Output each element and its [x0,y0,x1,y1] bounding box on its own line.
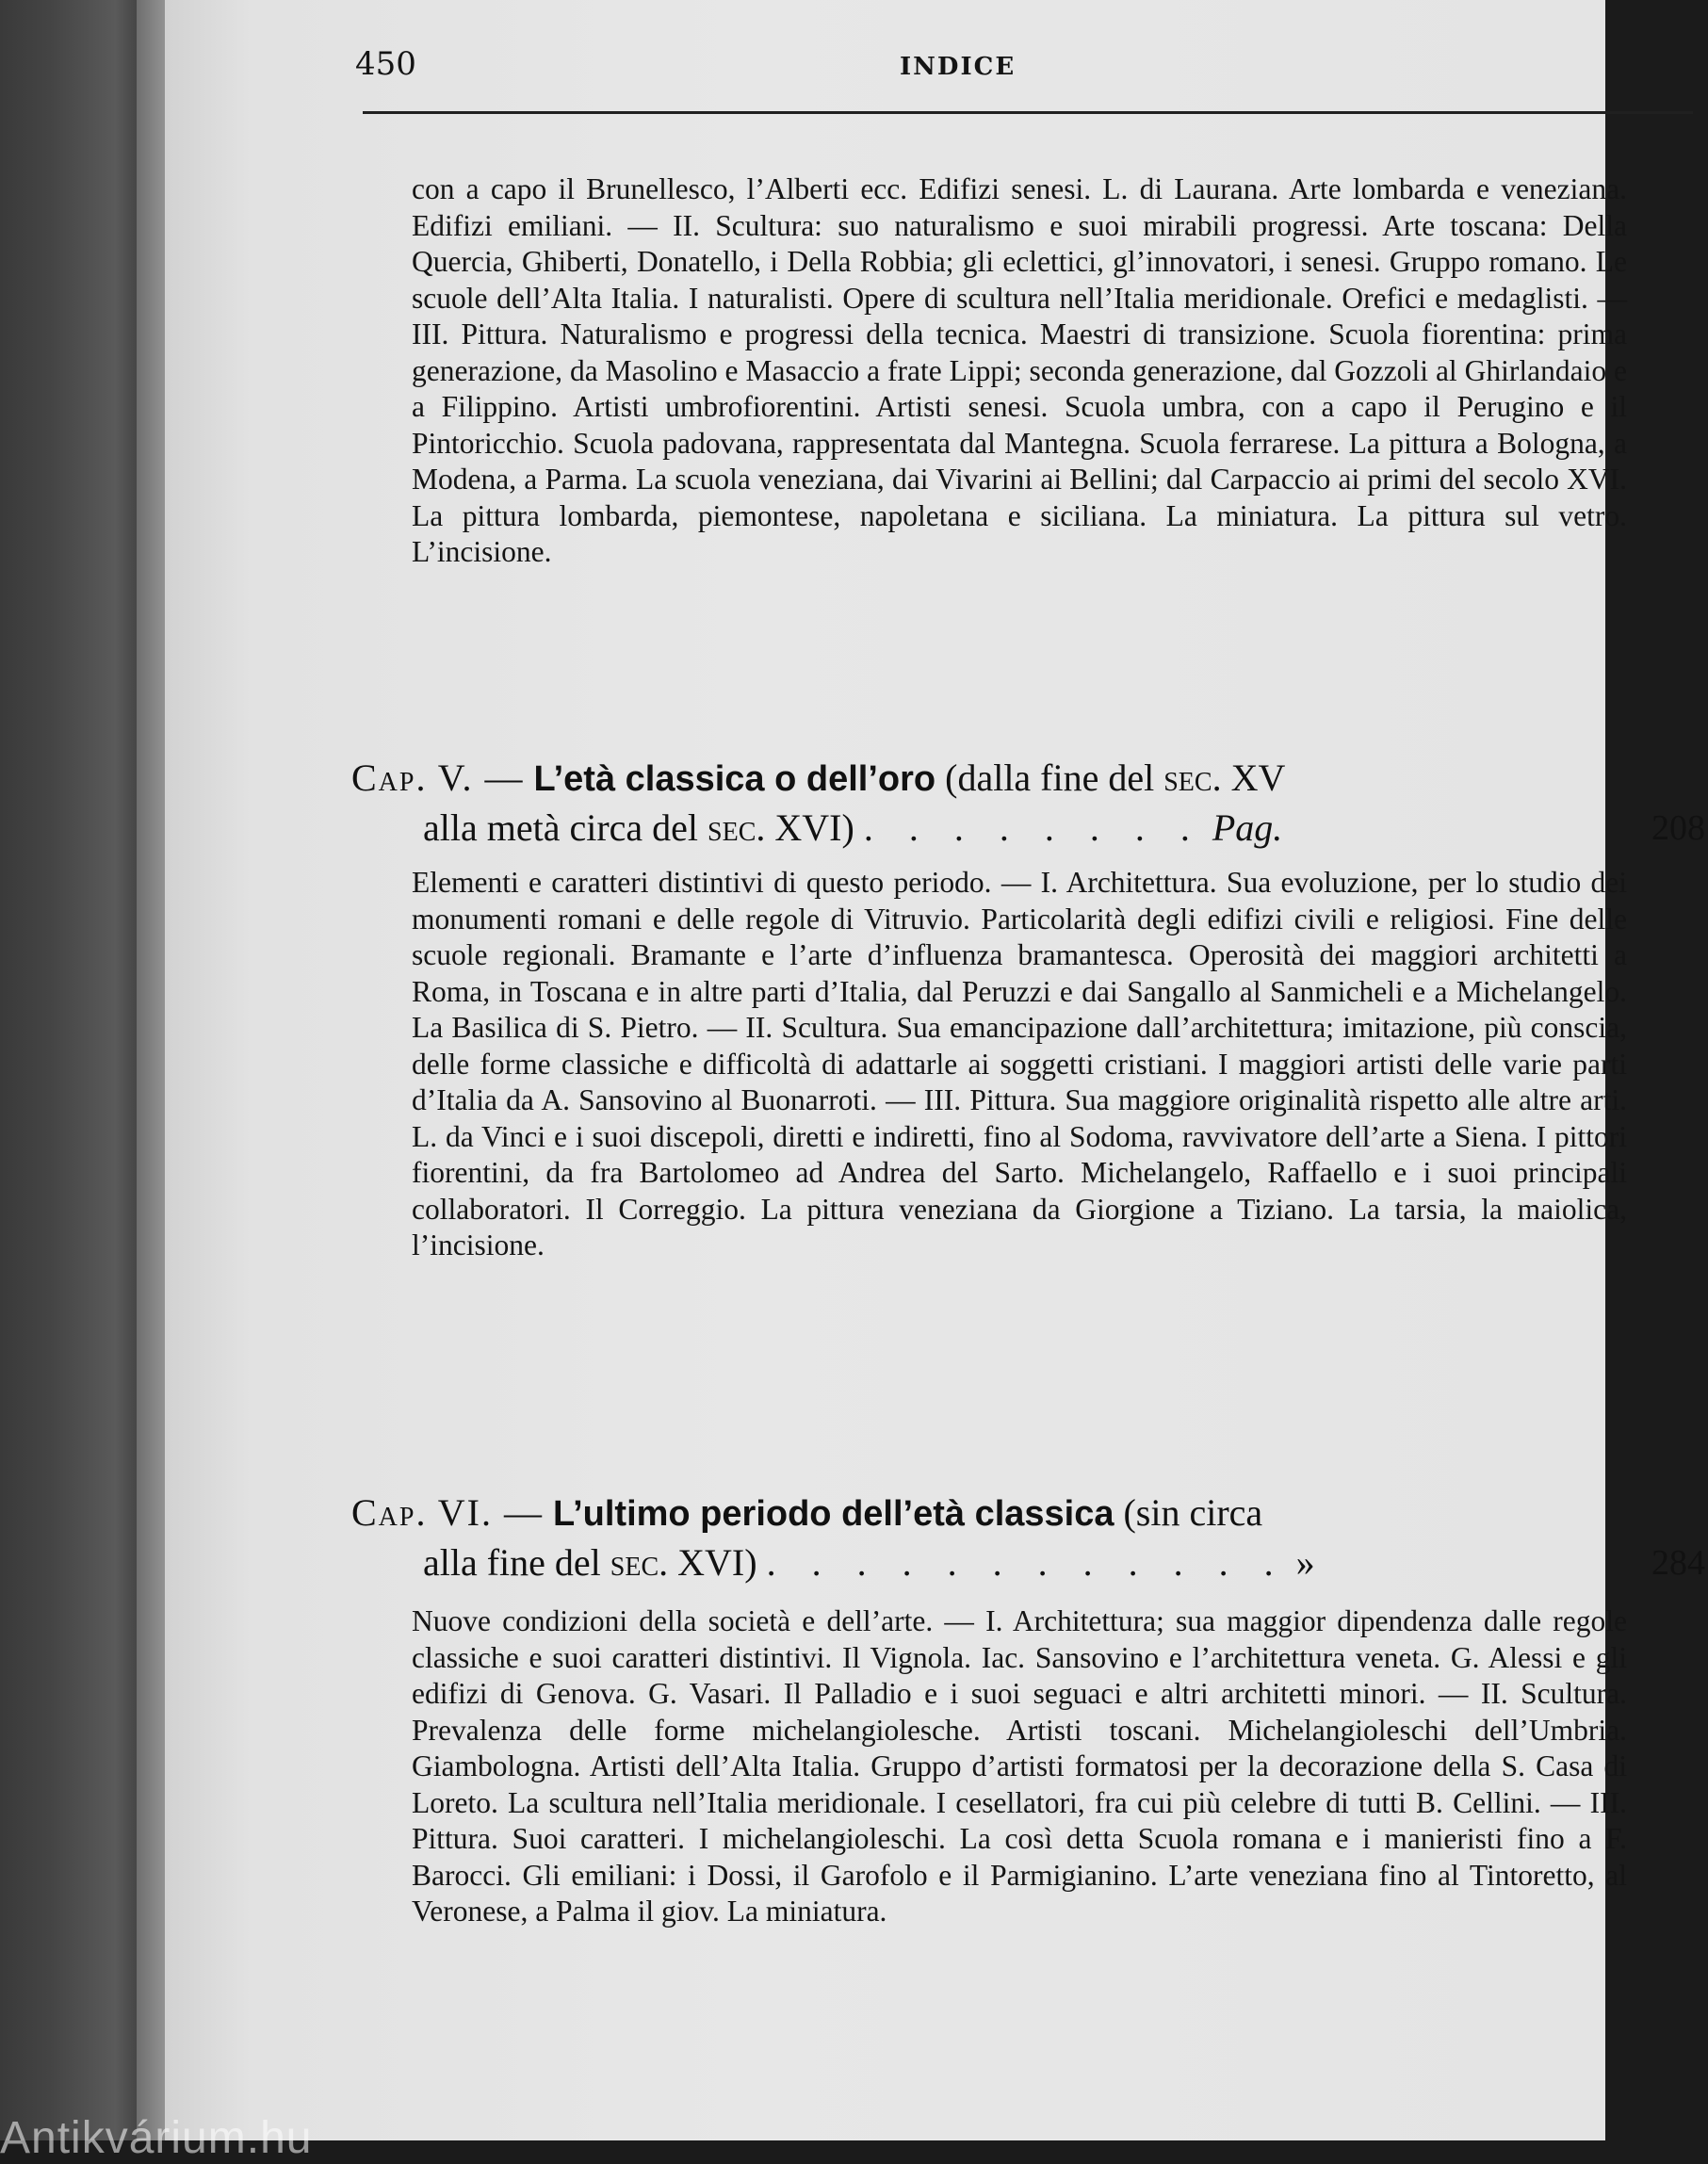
chapter-5-sec-b: sec. [708,806,766,849]
chapter-5-roman-b: XVI) [774,806,854,849]
chapter-5-sec-a: sec. [1163,757,1222,799]
chapter-6-subtitle-b: alla fine del [423,1541,601,1584]
chapter-5-line-2 [351,804,1708,853]
chapter-5-line-1 [351,754,1708,804]
chapter-6-page-number: 284 [1651,1543,1705,1583]
chapter-5-subtitle-b: alla metà circa del [423,806,699,849]
chapter-6-sec-b: sec. [610,1541,669,1584]
header-rule [363,111,1693,114]
chapter-6-leader-dots: . . . . . . . . . . . . [766,1541,1287,1584]
chapter-5-leader-dots: . . . . . . . . [863,806,1203,849]
chapter-6-line-1 [351,1489,1708,1538]
chapter-5-subtitle-a: (dalla fine del [945,757,1155,799]
page-number: 450 [355,45,416,83]
chapter-5-label: Cap. V. — [351,757,525,799]
chapter-5-summary: Elementi e caratteri distintivi di questo periodo. — I. Architettura. Sua evoluzione, per lo studio dei monumenti romani e delle regole di Vitruvio. Particolarità degli edifizi civili e religiosi. Fine delle scuole regionali. Bramante e l’arte d’influenza bramantesca. Operosità dei maggiori architetti a Roma, in Toscana e in altre parti d’Italia, dal Peruzzi e dai Sangallo al Sanmicheli e a Michelangelo. La Basilica di S. Pietro. — II. Scultura. Sua emancipazione dall’architettura; imitazione, più conscia, delle forme classiche e difficoltà di adattarle ai soggetti cristiani. I maggiori artisti delle varie parti d’Italia da A. Sansovino al Buonarroti. — III. Pittura. Sua maggiore originalità rispetto alle altre arti. L. da Vinci e i suoi discepoli, diretti e indiretti, fino al Sodoma, ravvivatore dell’arte a Siena. I pittori fiorentini, da fra Bartolomeo ad Andrea del Sarto. Michelangelo, Raffaello e i suoi principali collaboratori. Il Correggio. La pittura veneziana da Giorgione a Tiziano. La tarsia, la maiolica, l’incisione. [412,866,1627,1261]
chapter-6-line-2 [351,1538,1708,1587]
book-page [165,0,1705,2140]
chapter-6-summary: Nuove condizioni della società e dell’arte. — I. Architettura; sua maggior dipendenza dalle regole classiche e suoi caratteri distintivi. Il Vignola. Iac. Sansovino e l’architettura veneta. G. Alessi e gli edifizi di Genova. G. Vasari. Il Palladio e i suoi seguaci e altri architetti minori. — II. Scultura. Prevalenza delle forme michelangiolesche. Artisti toscani. Michelangioleschi dell’Umbria. Giambologna. Artisti dell’Alta Italia. Gruppo d’artisti formatosi per la decorazione della S. Casa di Loreto. La scultura nell’Italia meridionale. I cesellatori, fra cui più celebre di tutti B. Cellini. — III. Pittura. Suoi caratteri. I michelangioleschi. La così detta Scuola romana e i manieristi fino a F. Barocci. Gli emiliani: i Dossi, il Garofolo e il Parmigianino. L’arte veneziana fino al Tintoretto, al Veronese, a Palma il giov. La miniatura. [412,1604,1627,1928]
chapter-5-page-number: 208 [1651,808,1705,848]
chapter-5-title: L’età classica o dell’oro [533,759,936,799]
chapter-5-roman-a: XV [1230,757,1286,799]
chapter-6-title: L’ultimo periodo dell’età classica [552,1494,1114,1534]
chapter-6-label: Cap. VI. — [351,1491,544,1534]
chapter-6-roman-b: XVI) [677,1541,757,1584]
watermark: Antikvárium.hu [0,2113,313,2163]
chapter-6-heading [351,1489,1708,1587]
chapter-5-pag-label: Pag. [1212,806,1283,849]
running-head: INDICE [900,53,1017,81]
intro-paragraph: con a capo il Brunellesco, l’Alberti ecc. Edifizi senesi. L. di Laurana. Arte lombarda e veneziana. Edifizi emiliani. — II. Scultura: suo naturalismo e suoi mirabili progressi. Arte toscana: Della Quercia, Ghiberti, Donatello, i Della Robbia; gli eclettici, gl’innovatori, i senesi. Gruppo romano. Le scuole dell’Alta Italia. I naturalisti. Opere di scultura nell’Italia meridionale. Orefici e medaglisti. — III. Pittura. Naturalismo e progressi della tecnica. Maestri di transizione. Scuola fiorentina: prima generazione, da Masolino e Masaccio a frate Lippi; seconda generazione, dal Gozzoli al Ghirlandaio e a Filippino. Artisti umbrofiorentini. Artisti senesi. Scuola umbra, con a capo il Perugino e il Pintoricchio. Scuola padovana, rappresentata dal Mantegna. Scuola ferrarese. La pittura a Bologna, a Modena, a Parma. La scuola veneziana, dai Vivarini ai Bellini; dal Carpaccio ai primi del secolo XVI. La pittura lombarda, piemontese, napoletana e siciliana. La miniatura. La pittura sul vetro. L’incisione. [412,172,1627,568]
chapter-5-heading [351,754,1708,853]
chapter-6-subtitle-a: (sin circa [1123,1491,1263,1534]
chapter-6-pag-label: » [1295,1541,1315,1584]
